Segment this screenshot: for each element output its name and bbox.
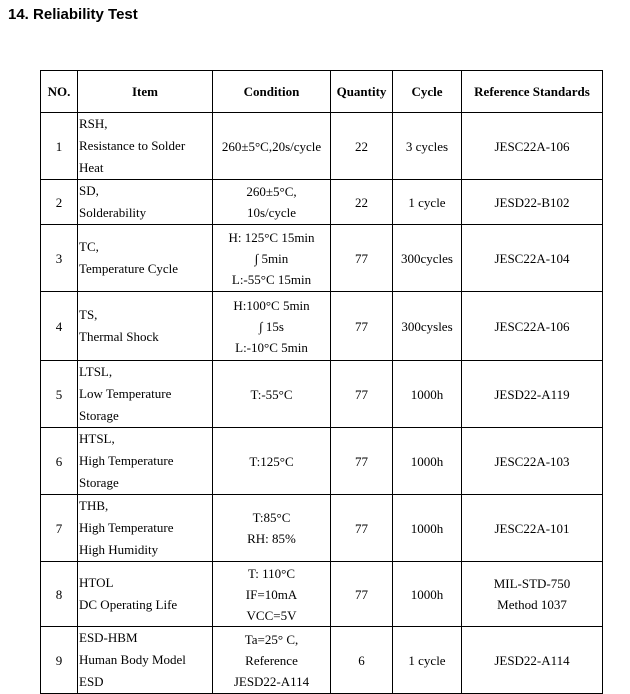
condition-line: H: 125°C 15min (228, 229, 315, 245)
item-line: Human Body Model (79, 652, 186, 667)
item-line: High Temperature (79, 453, 174, 468)
item-line: RSH, (79, 116, 108, 131)
condition-line: RH: 85% (247, 531, 296, 546)
header-condition: Condition (213, 71, 331, 113)
cell-quantity: 22 (331, 113, 393, 180)
reference-line: JESC22A-104 (494, 250, 570, 266)
header-item: Item (78, 71, 213, 113)
item-line: High Humidity (79, 542, 159, 557)
cell-condition (213, 113, 331, 180)
condition-line: H:100°C 5min (233, 297, 310, 313)
condition-line: T:-55°C (250, 386, 293, 402)
item-line: SD, (79, 183, 99, 198)
reference-line: JESC22A-103 (494, 453, 570, 469)
item-line: Thermal Shock (79, 329, 159, 344)
cell-condition (213, 361, 331, 428)
header-reference-line1: Reference (474, 84, 530, 99)
item-line: ESD-HBM (79, 630, 138, 645)
condition-line: L:-10°C 5min (235, 339, 308, 355)
item-line: HTSL, (79, 431, 115, 446)
table-row (41, 225, 603, 292)
table-row (41, 113, 603, 180)
cell-quantity: 77 (331, 495, 393, 562)
reference-line: JESD22-A114 (494, 652, 570, 668)
item-line: TC, (79, 239, 99, 254)
cell-reference (462, 562, 603, 627)
cell-reference (462, 495, 603, 562)
cell-condition (213, 562, 331, 627)
item-line: Heat (79, 160, 104, 175)
cell-reference (462, 180, 603, 225)
condition-line: VCC=5V (246, 607, 297, 623)
item-line: Temperature Cycle (79, 261, 179, 276)
condition-line: 260±5°C, (246, 184, 297, 199)
condition-line: T:85°C (252, 510, 291, 525)
reference-line: JESC22A-106 (494, 318, 570, 334)
cell-item (78, 428, 213, 495)
cell-reference (462, 225, 603, 292)
cell-quantity: 77 (331, 562, 393, 627)
item-line: Storage (79, 408, 119, 423)
cell-quantity: 77 (331, 428, 393, 495)
cell-quantity: 22 (331, 180, 393, 225)
cell-no: 6 (41, 428, 78, 495)
table-row (41, 361, 603, 428)
cell-reference (462, 428, 603, 495)
cell-condition (213, 225, 331, 292)
condition-line: L:-55°C 15min (231, 271, 312, 287)
item-line: LTSL, (79, 364, 113, 379)
cell-cycle: 1000h (393, 562, 462, 627)
table-row (41, 292, 603, 361)
cell-cycle: 1 cycle (393, 180, 462, 225)
cell-item (78, 361, 213, 428)
cell-reference (462, 292, 603, 361)
item-line: Solderability (79, 205, 147, 220)
item-line: Storage (79, 475, 119, 490)
cell-condition (213, 495, 331, 562)
item-line: High Temperature (79, 520, 174, 535)
cell-condition (213, 627, 331, 694)
header-no: NO. (41, 71, 78, 113)
table-row (41, 180, 603, 225)
header-cycle: Cycle (393, 71, 462, 113)
header-reference-line2: Standards (532, 84, 590, 99)
cell-no: 9 (41, 627, 78, 694)
cell-no: 4 (41, 292, 78, 361)
reliability-test-table (40, 70, 603, 694)
header-quantity: Quantity (331, 71, 393, 113)
cell-quantity: 77 (331, 292, 393, 361)
item-line: THB, (79, 498, 109, 513)
cell-cycle: 1000h (393, 361, 462, 428)
cell-item (78, 627, 213, 694)
cell-reference (462, 113, 603, 180)
cell-item (78, 180, 213, 225)
cell-reference (462, 361, 603, 428)
cell-item (78, 113, 213, 180)
cell-item (78, 562, 213, 627)
condition-line: ∫ 15s (259, 318, 284, 334)
condition-line: Reference (245, 652, 298, 668)
condition-line: ∫ 5min (254, 250, 289, 266)
reference-line: MIL-STD-750 (493, 576, 571, 591)
table-row (41, 495, 603, 562)
cell-reference (462, 627, 603, 694)
condition-line: T: 110°C (247, 565, 296, 581)
condition-line: 260±5°C,20s/cycle (221, 138, 322, 154)
cell-no: 5 (41, 361, 78, 428)
item-line: Resistance to Solder (79, 138, 186, 153)
section-title: 14. Reliability Test (8, 6, 138, 23)
cell-no: 1 (41, 113, 78, 180)
cell-quantity: 77 (331, 361, 393, 428)
cell-no: 2 (41, 180, 78, 225)
item-line: Low Temperature (79, 386, 172, 401)
cell-no: 8 (41, 562, 78, 627)
cell-quantity: 77 (331, 225, 393, 292)
cell-condition (213, 180, 331, 225)
reference-line: JESD22-B102 (494, 194, 570, 210)
condition-line: JESD22-A114 (233, 673, 310, 689)
condition-line: 10s/cycle (246, 205, 297, 220)
reference-line: JESC22A-101 (494, 520, 570, 536)
cell-cycle: 3 cycles (393, 113, 462, 180)
cell-cycle: 300cycles (393, 225, 462, 292)
cell-item (78, 495, 213, 562)
condition-line: Ta=25° C, (244, 631, 299, 647)
table-header-row (41, 71, 603, 113)
table-row (41, 627, 603, 694)
item-line: DC Operating Life (79, 597, 178, 612)
cell-item (78, 292, 213, 361)
table-row (41, 428, 603, 495)
cell-quantity: 6 (331, 627, 393, 694)
cell-cycle: 1000h (393, 428, 462, 495)
condition-line: T:125°C (249, 453, 294, 469)
cell-cycle: 1 cycle (393, 627, 462, 694)
cell-condition (213, 292, 331, 361)
cell-cycle: 300cysles (393, 292, 462, 361)
cell-item (78, 225, 213, 292)
condition-line: IF=10mA (245, 586, 298, 602)
cell-no: 7 (41, 495, 78, 562)
cell-cycle: 1000h (393, 495, 462, 562)
reference-line: JESC22A-106 (494, 138, 570, 154)
reference-line: JESD22-A119 (494, 386, 570, 402)
item-line: HTOL (79, 575, 114, 590)
item-line: TS, (79, 307, 98, 322)
item-line: ESD (79, 674, 104, 689)
table-row (41, 562, 603, 627)
reference-line: Method 1037 (497, 597, 567, 612)
header-reference (462, 71, 603, 113)
cell-condition (213, 428, 331, 495)
cell-no: 3 (41, 225, 78, 292)
